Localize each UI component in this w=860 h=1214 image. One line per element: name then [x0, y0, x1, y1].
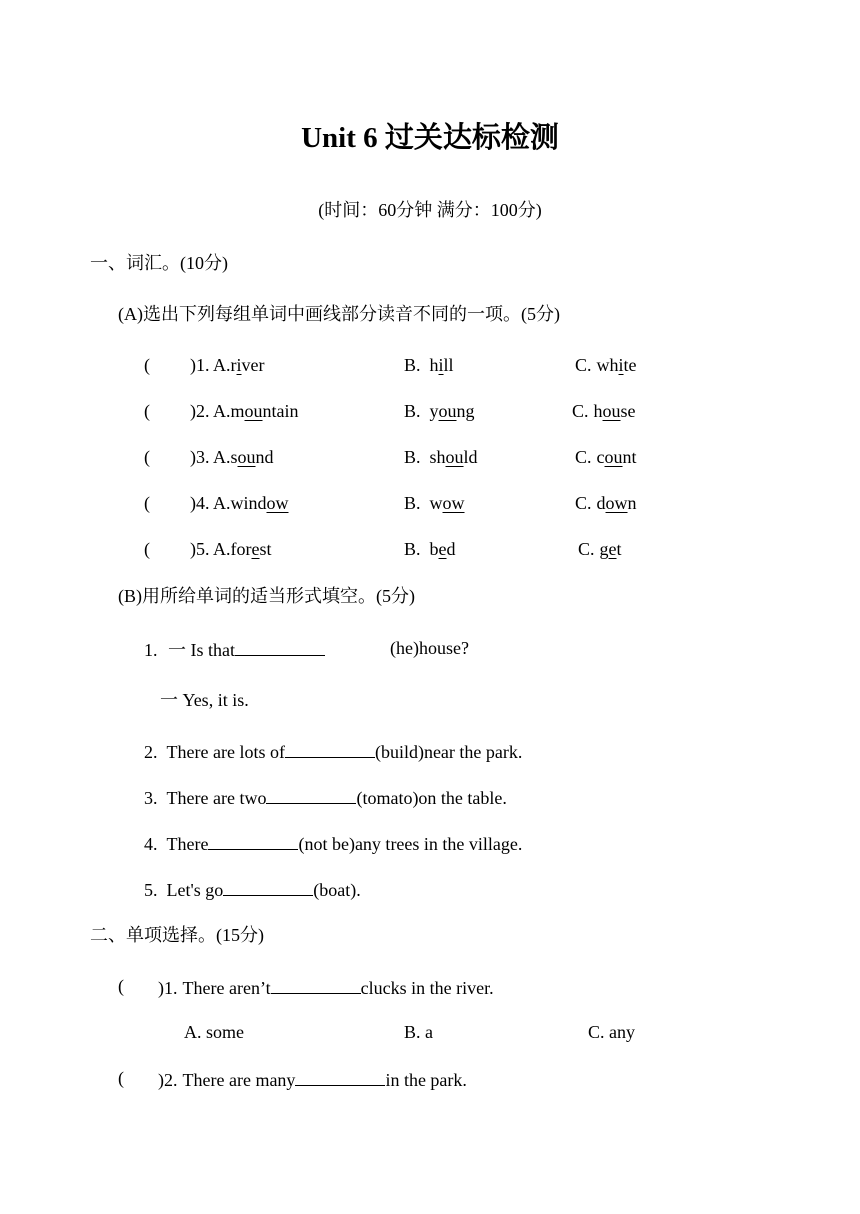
fill-blank-question	[144, 741, 522, 761]
option-letter: B.	[404, 401, 421, 421]
option-c	[572, 402, 636, 420]
option-letter: C.	[575, 493, 592, 513]
option-letter: C.	[575, 355, 592, 375]
underlined-sound: e	[608, 539, 617, 559]
option-c	[575, 356, 637, 374]
question-hint: (he)house?	[390, 638, 469, 658]
word-part: for	[230, 539, 252, 559]
underlined-sound: ou	[604, 447, 623, 467]
question-number: )5. A.	[190, 539, 231, 559]
choice-option[interactable]: C. any	[588, 1022, 635, 1042]
question-text-pre: Let's go	[166, 880, 224, 900]
question-number: 2.	[144, 742, 158, 762]
answer-paren[interactable]: (	[118, 1068, 124, 1088]
word-part: w	[429, 493, 443, 513]
answer-paren[interactable]: (	[144, 401, 150, 421]
option-b	[404, 402, 475, 420]
option-c-word	[597, 355, 637, 375]
option-a	[190, 356, 265, 374]
word-part: ll	[443, 355, 454, 375]
partB-question-1	[144, 639, 325, 659]
option-b-word	[430, 401, 475, 421]
word-part: n	[627, 493, 637, 513]
word-part: ntain	[262, 401, 299, 421]
option-letter: B.	[404, 493, 421, 513]
underlined-sound: ou	[445, 447, 464, 467]
underlined-sound: ow	[266, 493, 289, 513]
answer-paren[interactable]: (	[144, 447, 150, 467]
underlined-sound: i	[618, 355, 624, 375]
option-b	[404, 356, 454, 374]
word-part: sh	[429, 447, 446, 467]
choice-option[interactable]: A. some	[184, 1022, 244, 1042]
dialogue-answer: 一 Yes, it is.	[160, 690, 249, 710]
option-c-word	[597, 493, 637, 513]
option-b-word	[430, 355, 454, 375]
option-a-word	[231, 401, 299, 421]
option-a-word	[231, 355, 265, 375]
word-part: g	[599, 539, 609, 559]
option-c	[578, 540, 622, 558]
question-number: 5.	[144, 880, 158, 900]
option-a-word	[231, 493, 289, 513]
answer-paren[interactable]: (	[118, 976, 124, 996]
answer-blank[interactable]	[285, 741, 375, 758]
question-number: )3. A.	[190, 447, 231, 467]
underlined-sound: ou	[237, 447, 256, 467]
choice-question	[158, 1069, 467, 1089]
page-title: Unit 6 过关达标检测	[301, 122, 559, 154]
answer-paren[interactable]: (	[144, 355, 150, 375]
option-b-word	[430, 493, 465, 513]
option-a	[190, 540, 272, 558]
underlined-sound: ow	[605, 493, 628, 513]
word-part: h	[429, 355, 439, 375]
option-a-word	[231, 539, 272, 559]
question-text-post: (tomato)on the table.	[356, 788, 507, 808]
question-text-post: (not be)any trees in the village.	[298, 834, 523, 854]
option-letter: B.	[404, 447, 421, 467]
word-part: d	[446, 539, 456, 559]
option-c-word	[594, 401, 636, 421]
choice-option[interactable]: B. a	[404, 1022, 433, 1042]
option-a	[190, 448, 274, 466]
option-c	[575, 494, 637, 512]
word-part: r	[230, 355, 237, 375]
underlined-sound: e	[438, 539, 447, 559]
answer-blank[interactable]	[223, 879, 313, 896]
question-number: )2.	[158, 1070, 178, 1090]
word-part: nd	[255, 447, 274, 467]
option-letter: B.	[404, 355, 421, 375]
word-part: s	[230, 447, 238, 467]
question-text-post: (boat).	[313, 880, 361, 900]
option-letter: C.	[575, 447, 592, 467]
question-number: )1. A.	[190, 355, 231, 375]
partA-heading: (A)选出下列每组单词中画线部分读音不同的一项。(5分)	[118, 304, 560, 324]
answer-blank[interactable]	[208, 833, 298, 850]
question-text-pre: There	[166, 834, 209, 854]
partB-heading: (B)用所给单词的适当形式填空。(5分)	[118, 586, 415, 606]
word-part: nt	[622, 447, 637, 467]
answer-paren[interactable]: (	[144, 493, 150, 513]
section2-heading: 二、单项选择。(15分)	[90, 925, 264, 945]
option-letter: C.	[572, 401, 589, 421]
option-c-word	[597, 447, 637, 467]
question-text-pre: There are lots of	[166, 742, 285, 762]
option-b	[404, 448, 478, 466]
word-part: st	[259, 539, 272, 559]
word-part: c	[596, 447, 605, 467]
option-a-word	[231, 447, 274, 467]
question-text-pre: There are many	[182, 1070, 296, 1090]
option-b-word	[430, 539, 456, 559]
question-number: 3.	[144, 788, 158, 808]
word-part: y	[429, 401, 439, 421]
question-number: )1.	[158, 978, 178, 998]
option-b	[404, 540, 456, 558]
answer-blank[interactable]	[271, 977, 361, 994]
word-part: m	[230, 401, 245, 421]
word-part: b	[429, 539, 439, 559]
word-part: ld	[463, 447, 478, 467]
question-text-post: in the park.	[385, 1070, 467, 1090]
word-part: d	[596, 493, 606, 513]
option-a	[190, 494, 289, 512]
word-part: wh	[596, 355, 619, 375]
word-part: ng	[456, 401, 475, 421]
question-text-pre: 一 Is that	[168, 640, 235, 660]
exam-meta: (时间：60分钟 满分：100分)	[318, 200, 542, 220]
word-part: ver	[241, 355, 265, 375]
word-part: te	[623, 355, 637, 375]
fill-blank-question	[144, 879, 361, 899]
word-part: wind	[230, 493, 267, 513]
question-number: )4. A.	[190, 493, 231, 513]
answer-paren[interactable]: (	[144, 539, 150, 559]
word-part: t	[616, 539, 622, 559]
option-b	[404, 494, 465, 512]
fill-blank-question	[144, 833, 522, 853]
underlined-sound: ou	[602, 401, 621, 421]
option-letter: C.	[578, 539, 595, 559]
underlined-sound: e	[251, 539, 260, 559]
question-number: 1.	[144, 640, 158, 660]
section1-heading: 一、词汇。(10分)	[90, 253, 228, 273]
underlined-sound: ow	[442, 493, 465, 513]
question-text-post: (build)near the park.	[374, 742, 523, 762]
underlined-sound: i	[438, 355, 444, 375]
question-number: 4.	[144, 834, 158, 854]
question-text-pre: There aren’t	[182, 978, 271, 998]
question-text-pre: There are two	[166, 788, 267, 808]
question-text-post: clucks in the river.	[360, 978, 494, 998]
question-number: )2. A.	[190, 401, 231, 421]
choice-question	[158, 977, 494, 997]
underlined-sound: i	[236, 355, 242, 375]
answer-blank[interactable]	[266, 787, 356, 804]
option-letter: B.	[404, 539, 421, 559]
word-part: se	[620, 401, 636, 421]
answer-blank[interactable]	[235, 639, 325, 656]
option-a	[190, 402, 299, 420]
fill-blank-question	[144, 787, 507, 807]
option-b-word	[430, 447, 478, 467]
word-part: h	[593, 401, 603, 421]
option-c-word	[600, 539, 622, 559]
option-c	[575, 448, 637, 466]
underlined-sound: ou	[244, 401, 263, 421]
underlined-sound: ou	[438, 401, 457, 421]
answer-blank[interactable]	[295, 1069, 385, 1086]
